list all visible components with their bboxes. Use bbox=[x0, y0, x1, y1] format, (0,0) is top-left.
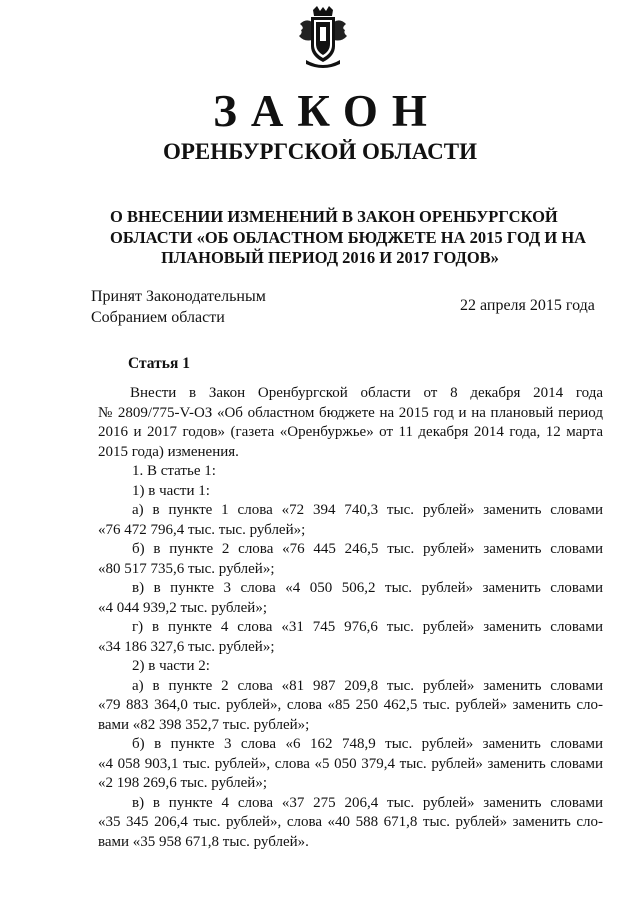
heading-line: ПЛАНОВЫЙ ПЕРИОД 2016 И 2017 ГОДОВ» bbox=[161, 248, 499, 267]
heading-line: ОБЛАСТИ «ОБ ОБЛАСТНОМ БЮДЖЕТЕ НА 2015 ГОД И НА bbox=[110, 227, 587, 247]
adoption-statement bbox=[91, 286, 266, 328]
body-line: «76 472 796,4 тыс. тыс. рублей»; bbox=[98, 521, 306, 538]
body-line: 1) в части 1: bbox=[132, 482, 210, 499]
body-line: вами «82 398 352,7 тыс. рублей»; bbox=[98, 716, 310, 733]
body-line: «80 517 735,6 тыс. рублей»; bbox=[98, 560, 275, 577]
body-line: г) в пункте 4 слова «31 745 976,6 тыс. рублей» заменить словами bbox=[132, 619, 603, 635]
body-line: а) в пункте 2 слова «81 987 209,8 тыс. рублей» заменить словами bbox=[132, 677, 603, 694]
body-line: 2) в части 2: bbox=[132, 658, 210, 674]
body-line: 2015 года) изменения. bbox=[98, 443, 239, 460]
adoption-date: 22 апреля 2015 года bbox=[460, 297, 595, 314]
body-line: «79 883 364,0 тыс. рублей», слова «85 250 462,5 тыс. рублей» заменить сло- bbox=[98, 697, 603, 713]
body-line: а) в пункте 1 слова «72 394 740,3 тыс. рублей» заменить словами bbox=[132, 502, 603, 518]
heading-line: О ВНЕСЕНИИ ИЗМЕНЕНИЙ В ЗАКОН ОРЕНБУРГСКОЙ bbox=[110, 207, 558, 226]
coat-of-arms-icon bbox=[296, 6, 350, 70]
body-line: б) в пункте 2 слова «76 445 246,5 тыс. рублей» заменить словами bbox=[132, 541, 603, 557]
body-line: в) в пункте 3 слова «4 050 506,2 тыс. рублей» заменить словами bbox=[132, 580, 603, 596]
body-line: Внести в Закон Оренбургской области от 8 декабря 2014 года bbox=[130, 385, 603, 401]
adoption-line: Принят Законодательным bbox=[91, 288, 266, 305]
article-body bbox=[98, 384, 603, 852]
body-line: вами «35 958 671,8 тыс. рублей». bbox=[98, 833, 309, 850]
body-line: «4 044 939,2 тыс. рублей»; bbox=[98, 599, 267, 616]
body-line: 2016 и 2017 годов» (газета «Оренбуржье» от 11 декабря 2014 года, 12 марта bbox=[98, 424, 603, 440]
body-line: № 2809/775-V-ОЗ «Об областном бюджете на 2015 год и на плановый период bbox=[98, 404, 603, 421]
document-title: ЗАКОН bbox=[213, 86, 441, 136]
body-line: в) в пункте 4 слова «37 275 206,4 тыс. рублей» заменить словами bbox=[132, 794, 603, 811]
body-line: «34 186 327,6 тыс. рублей»; bbox=[98, 638, 275, 655]
region-subtitle: ОРЕНБУРГСКОЙ ОБЛАСТИ bbox=[162, 139, 478, 164]
body-line: «2 198 269,6 тыс. рублей»; bbox=[98, 775, 267, 791]
body-line: «35 345 206,4 тыс. рублей», слова «40 588 671,8 тыс. рублей» заменить сло- bbox=[98, 814, 603, 830]
body-line: 1. В статье 1: bbox=[132, 463, 216, 479]
adoption-line: Собранием области bbox=[91, 309, 225, 326]
law-heading bbox=[110, 207, 587, 269]
body-line: б) в пункте 3 слова «6 162 748,9 тыс. рублей» заменить словами bbox=[132, 736, 603, 752]
article-title: Статья 1 bbox=[128, 355, 190, 372]
body-line: «4 058 903,1 тыс. рублей», слова «5 050 379,4 тыс. рублей» заменить словами bbox=[98, 755, 603, 772]
